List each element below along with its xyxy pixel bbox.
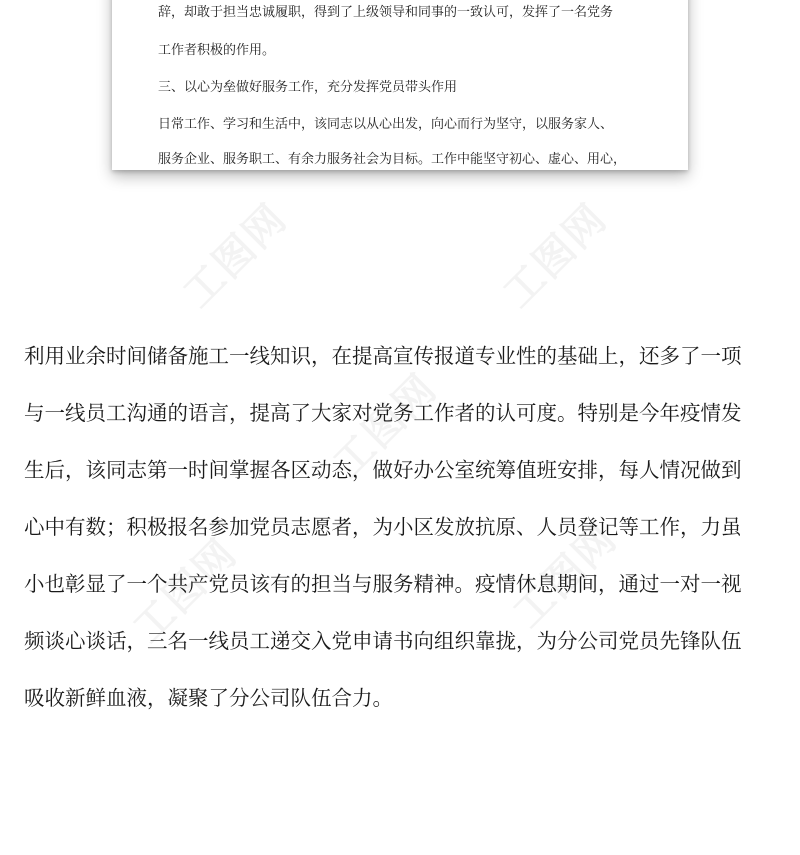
- body-line: 小也彰显了一个共产党员该有的担当与服务精神。疫情休息期间，通过一对一视: [24, 572, 742, 596]
- body-line: 与一线员工沟通的语言，提高了大家对党务工作者的认可度。特别是今年疫情发: [24, 401, 742, 425]
- watermark: 工图网: [324, 365, 447, 487]
- preview-line: 日常工作、学习和生活中，该同志以从心出发，向心而行为坚守，以服务家人、: [158, 117, 614, 132]
- body-line: 生后，该同志第一时间掌握各区动态，做好办公室统筹值班安排，每人情况做到: [24, 458, 742, 482]
- watermark: 工图网: [494, 195, 617, 317]
- watermark: 工图网: [124, 530, 247, 652]
- watermark: 工图网: [504, 515, 627, 637]
- document-preview-card: [112, 0, 688, 170]
- body-line: 频谈心谈话，三名一线员工递交入党申请书向组织靠拢，为分公司党员先锋队伍: [24, 629, 742, 653]
- body-paragraph: [24, 328, 784, 727]
- preview-line: 工作者积极的作用。: [158, 43, 276, 58]
- watermark: 工图网: [174, 195, 297, 317]
- body-line: 心中有数；积极报名参加党员志愿者，为小区发放抗原、人员登记等工作，力虽: [24, 515, 742, 539]
- body-line: 吸收新鲜血液，凝聚了分公司队伍合力。: [24, 686, 393, 710]
- preview-line: 服务企业、服务职工、有余力服务社会为目标。工作中能坚守初心、虚心、用心，: [158, 152, 627, 167]
- body-line: 利用业余时间储备施工一线知识，在提高宣传报道专业性的基础上，还多了一项: [24, 344, 742, 368]
- preview-line: 辞，却敢于担当忠诚履职，得到了上级领导和同事的一致认可，发挥了一名党务: [158, 5, 614, 20]
- preview-section-heading: 三、以心为垒做好服务工作，充分发挥党员带头作用: [158, 80, 458, 95]
